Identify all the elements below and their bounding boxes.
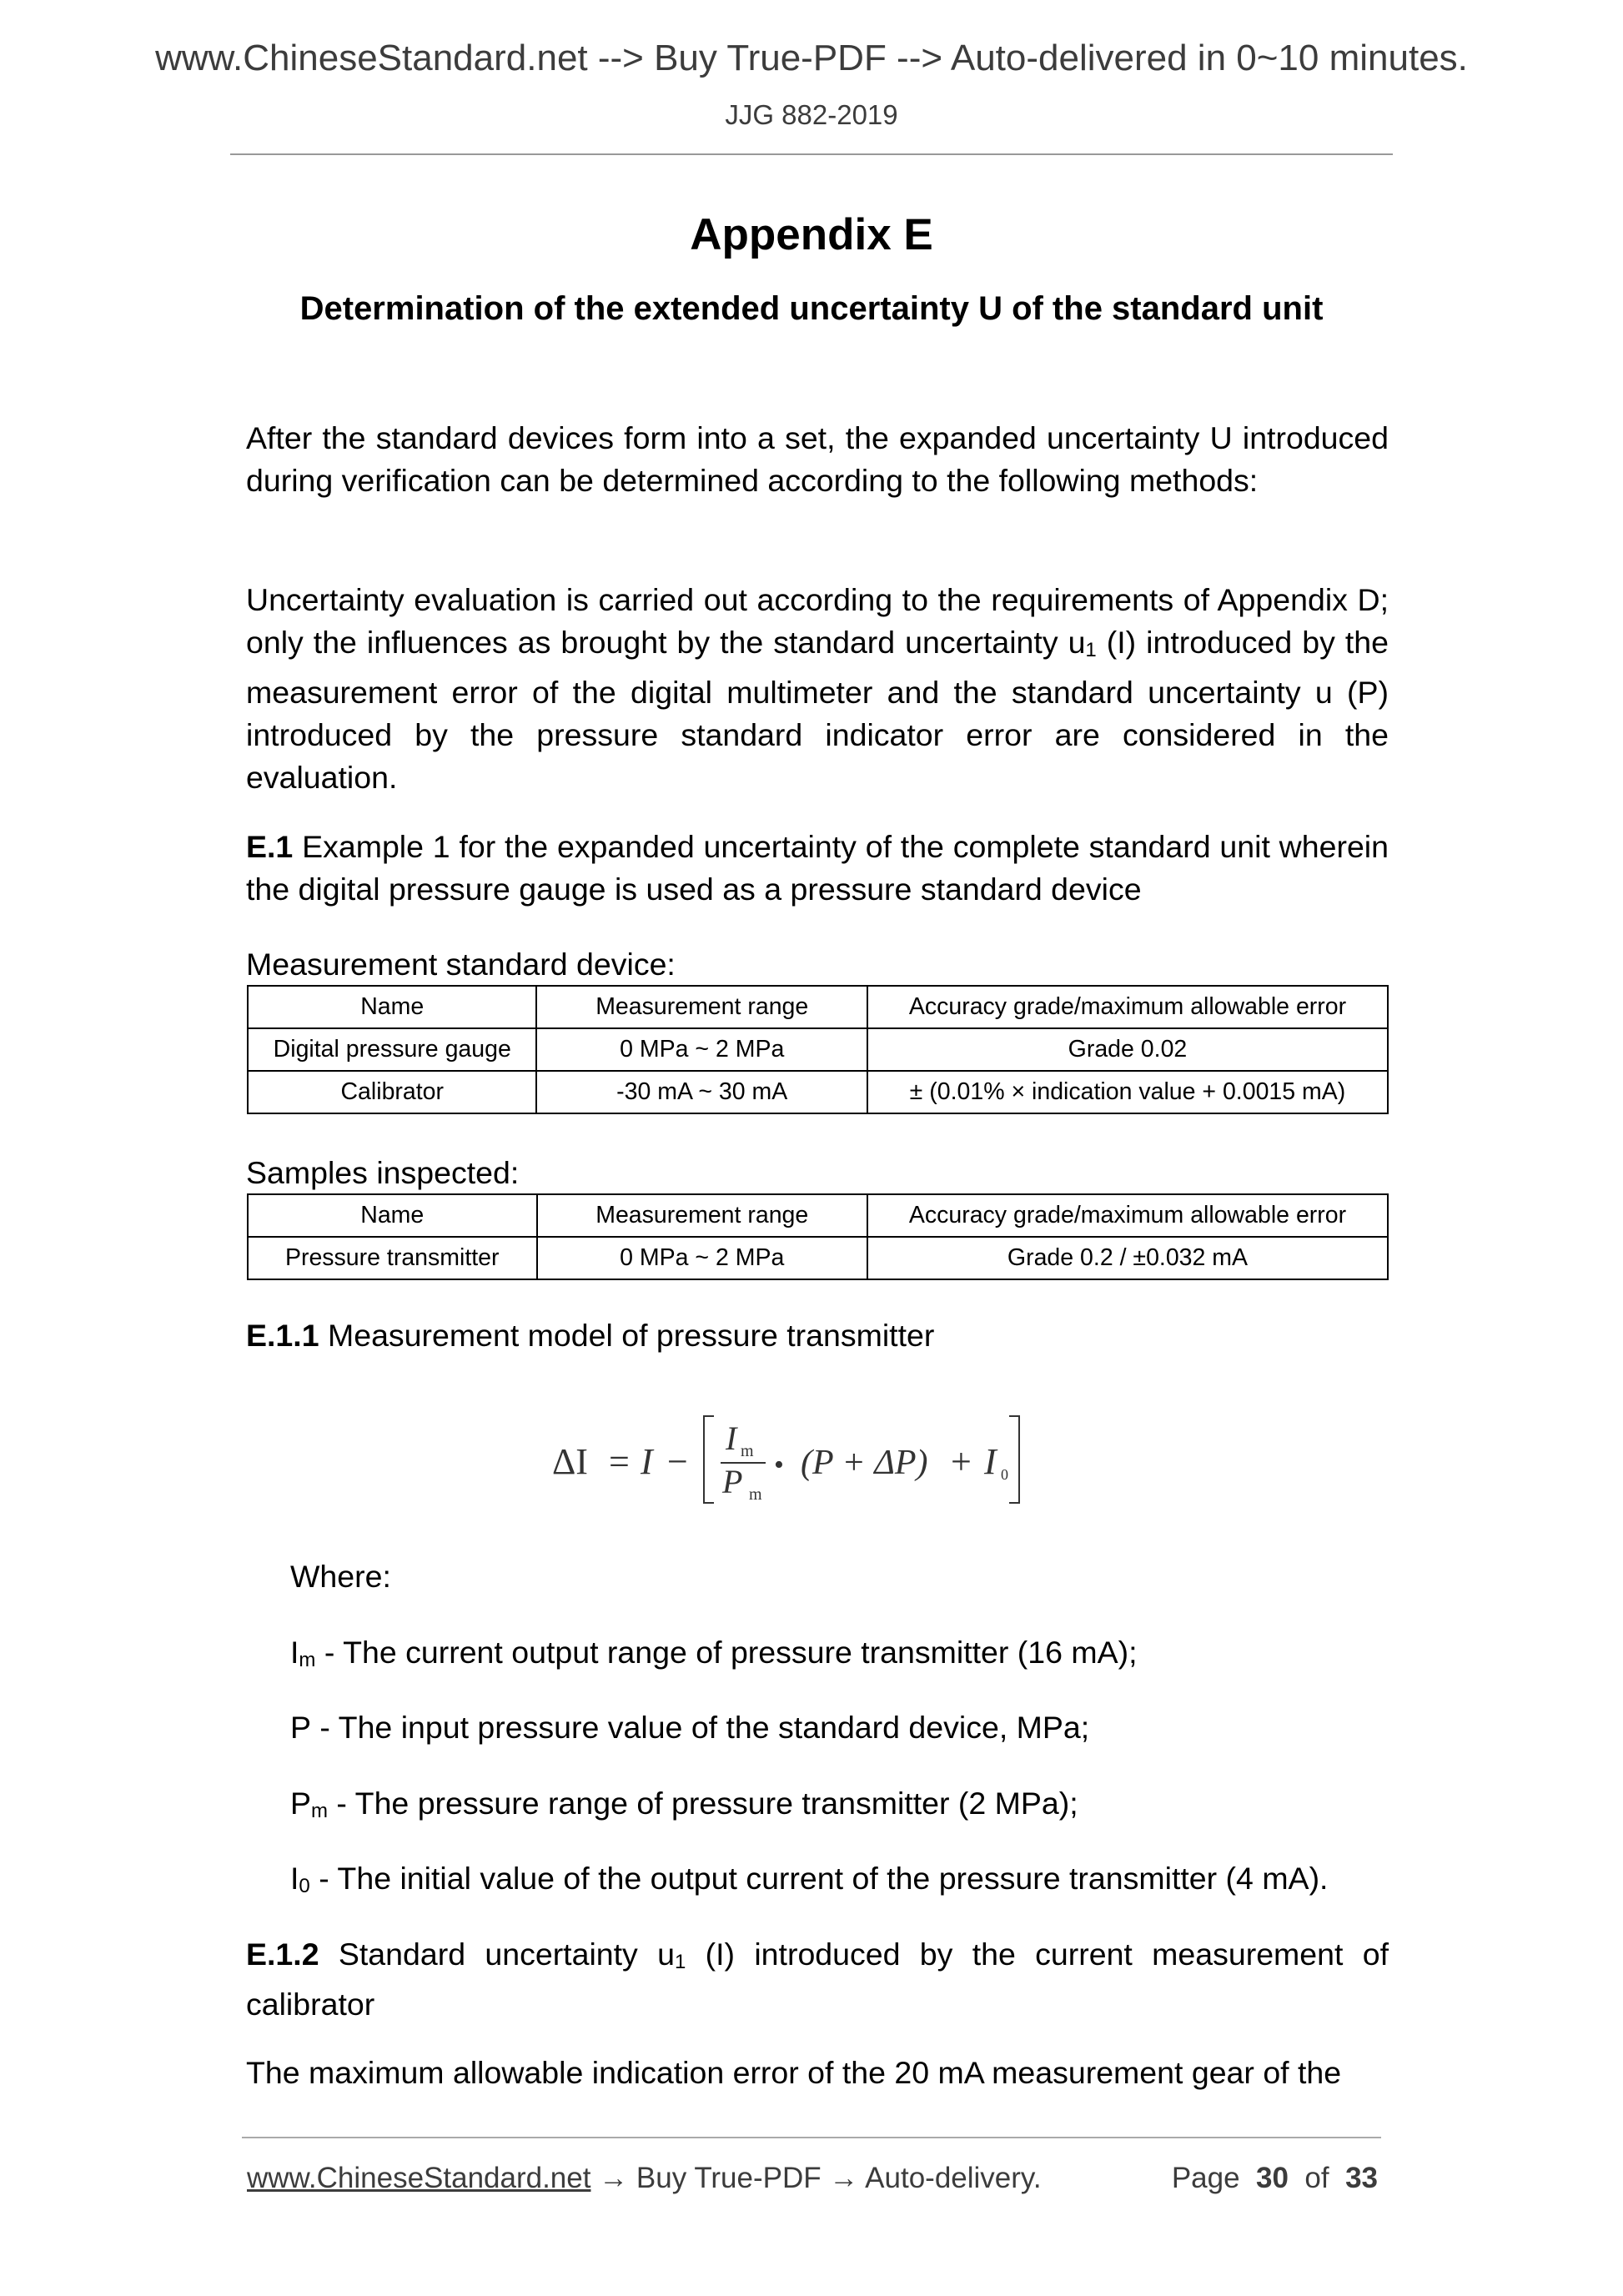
section-e11 bbox=[246, 1314, 1389, 1357]
cell-accuracy: ± (0.01% × indication value + 0.0015 mA) bbox=[867, 1071, 1388, 1113]
page-label: Page bbox=[1171, 2162, 1240, 2194]
definition-symbol: P bbox=[290, 1710, 312, 1745]
section-e12-text-a: Standard uncertainty u bbox=[319, 1937, 675, 1972]
header-accuracy: Accuracy grade/maximum allowable error bbox=[867, 986, 1388, 1028]
cell-range: 0 MPa ~ 2 MPa bbox=[537, 1237, 867, 1279]
formula-i0: I bbox=[984, 1441, 997, 1482]
definition-symbol: P bbox=[290, 1786, 312, 1821]
last-paragraph: The maximum allowable indication error of the 20 mA measurement gear of the bbox=[246, 2055, 1342, 2090]
definition-i0 bbox=[290, 1859, 1328, 1906]
definition-text: - The initial value of the output current of the pressure transmitter (4 mA). bbox=[309, 1861, 1329, 1896]
section-e1 bbox=[246, 826, 1389, 911]
formula-i0-sub: 0 bbox=[1001, 1466, 1008, 1483]
header-name: Name bbox=[248, 986, 536, 1028]
footer-promo bbox=[247, 2160, 1042, 2197]
table-header-row bbox=[248, 986, 1388, 1028]
formula-left-bracket bbox=[704, 1416, 714, 1503]
cell-name: Pressure transmitter bbox=[248, 1237, 537, 1279]
cell-range: 0 MPa ~ 2 MPa bbox=[536, 1028, 867, 1071]
cell-name: Calibrator bbox=[248, 1071, 536, 1113]
header-accuracy: Accuracy grade/maximum allowable error bbox=[867, 1194, 1388, 1237]
formula-plus: + bbox=[951, 1441, 972, 1482]
page-indicator bbox=[1172, 2160, 1378, 2197]
formula-paren-term: (P + ΔP) bbox=[801, 1444, 928, 1482]
header-divider bbox=[230, 153, 1393, 155]
standard-device-table bbox=[247, 985, 1389, 1114]
intro-paragraph-2 bbox=[246, 579, 1389, 799]
cell-name: Digital pressure gauge bbox=[248, 1028, 536, 1071]
formula-numerator-i: I bbox=[726, 1419, 737, 1457]
page-total: 33 bbox=[1345, 2162, 1378, 2194]
section-e12 bbox=[246, 1933, 1389, 2026]
page-number: 30 bbox=[1256, 2162, 1289, 2194]
page-of-label: of bbox=[1304, 2162, 1329, 2194]
definition-im bbox=[290, 1633, 1138, 1680]
appendix-title: Appendix E bbox=[690, 210, 933, 259]
definition-symbol: I bbox=[290, 1635, 299, 1670]
section-e12-number: E.1.2 bbox=[246, 1937, 319, 1972]
definition-subscript: m bbox=[299, 1649, 316, 1671]
cell-range: -30 mA ~ 30 mA bbox=[536, 1071, 867, 1113]
section-e11-number: E.1.1 bbox=[246, 1318, 319, 1353]
standard-code: JJG 882-2019 bbox=[725, 99, 898, 130]
table-row bbox=[248, 1071, 1388, 1113]
definition-p bbox=[290, 1708, 1089, 1755]
formula-dot: • bbox=[774, 1449, 784, 1480]
standard-device-caption: Measurement standard device: bbox=[246, 947, 676, 982]
samples-caption: Samples inspected: bbox=[246, 1155, 520, 1190]
section-e12-text-b: (I) introduced by the current measurement of calibrator bbox=[246, 1937, 1389, 2022]
definition-pm bbox=[290, 1784, 1078, 1831]
formula-minus: − bbox=[667, 1441, 688, 1482]
definition-symbol: I bbox=[290, 1861, 299, 1896]
formula-right-bracket bbox=[1009, 1416, 1019, 1503]
footer-divider bbox=[242, 2137, 1381, 2138]
samples-table bbox=[247, 1193, 1389, 1280]
definition-text: - The current output range of pressure transmitter (16 mA); bbox=[315, 1635, 1138, 1670]
header-range: Measurement range bbox=[537, 1194, 867, 1237]
definition-text: - The pressure range of pressure transmitter (2 MPa); bbox=[328, 1786, 1078, 1821]
definition-text: - The input pressure value of the standard device, MPa; bbox=[311, 1710, 1090, 1745]
formula-delta-i: ΔI bbox=[552, 1441, 588, 1482]
header-name: Name bbox=[248, 1194, 537, 1237]
intro-paragraph-1: After the standard devices form into a set, the expanded uncertainty U introduced during verification can be determined according to the following methods: bbox=[246, 420, 1389, 498]
appendix-subtitle: Determination of the extended uncertainty U of the standard unit bbox=[299, 290, 1324, 327]
table-header-row bbox=[248, 1194, 1388, 1237]
section-e1-number: E.1 bbox=[246, 829, 294, 864]
table-row bbox=[248, 1028, 1388, 1071]
section-e1-text: Example 1 for the expanded uncertainty of the complete standard unit wherein the digital pressure gauge is used as a pressure standard device bbox=[246, 829, 1389, 907]
intro-p2-text-a: Uncertainty evaluation is carried out according to the requirements of Appendix D; only the influences as brought by the standard uncertainty u bbox=[246, 582, 1389, 660]
formula-denominator-p: P bbox=[722, 1463, 743, 1500]
formula-numerator-sub: m bbox=[741, 1442, 754, 1460]
header-range: Measurement range bbox=[536, 986, 867, 1028]
section-e12-subscript: 1 bbox=[674, 1951, 686, 1973]
definition-subscript: 0 bbox=[299, 1875, 310, 1897]
formula-equals: = bbox=[609, 1441, 630, 1482]
intro-p2-subscript: 1 bbox=[1085, 639, 1097, 661]
formula-i: I bbox=[641, 1441, 653, 1482]
table-row bbox=[248, 1237, 1388, 1279]
definition-subscript: m bbox=[311, 1800, 329, 1822]
footer-site-link[interactable]: www.ChineseStandard.net bbox=[247, 2162, 591, 2194]
intro-p2-text-b: (I) introduced by the measurement error of the digital multimeter and the standard uncertainty u (P) introduced by the pressure standard indicator error are considered in the evaluation. bbox=[246, 625, 1389, 795]
where-label: Where: bbox=[290, 1559, 391, 1594]
formula-denominator-sub: m bbox=[749, 1485, 762, 1504]
header-banner: www.ChineseStandard.net --> Buy True-PDF --> Auto-delivered in 0~10 minutes. bbox=[155, 38, 1468, 78]
cell-accuracy: Grade 0.02 bbox=[867, 1028, 1388, 1071]
section-e11-text: Measurement model of pressure transmitter bbox=[319, 1318, 935, 1353]
footer-promo-text: → Buy True-PDF → Auto-delivery. bbox=[590, 2162, 1042, 2194]
cell-accuracy: Grade 0.2 / ±0.032 mA bbox=[867, 1237, 1388, 1279]
measurement-model-formula bbox=[550, 1409, 1084, 1510]
